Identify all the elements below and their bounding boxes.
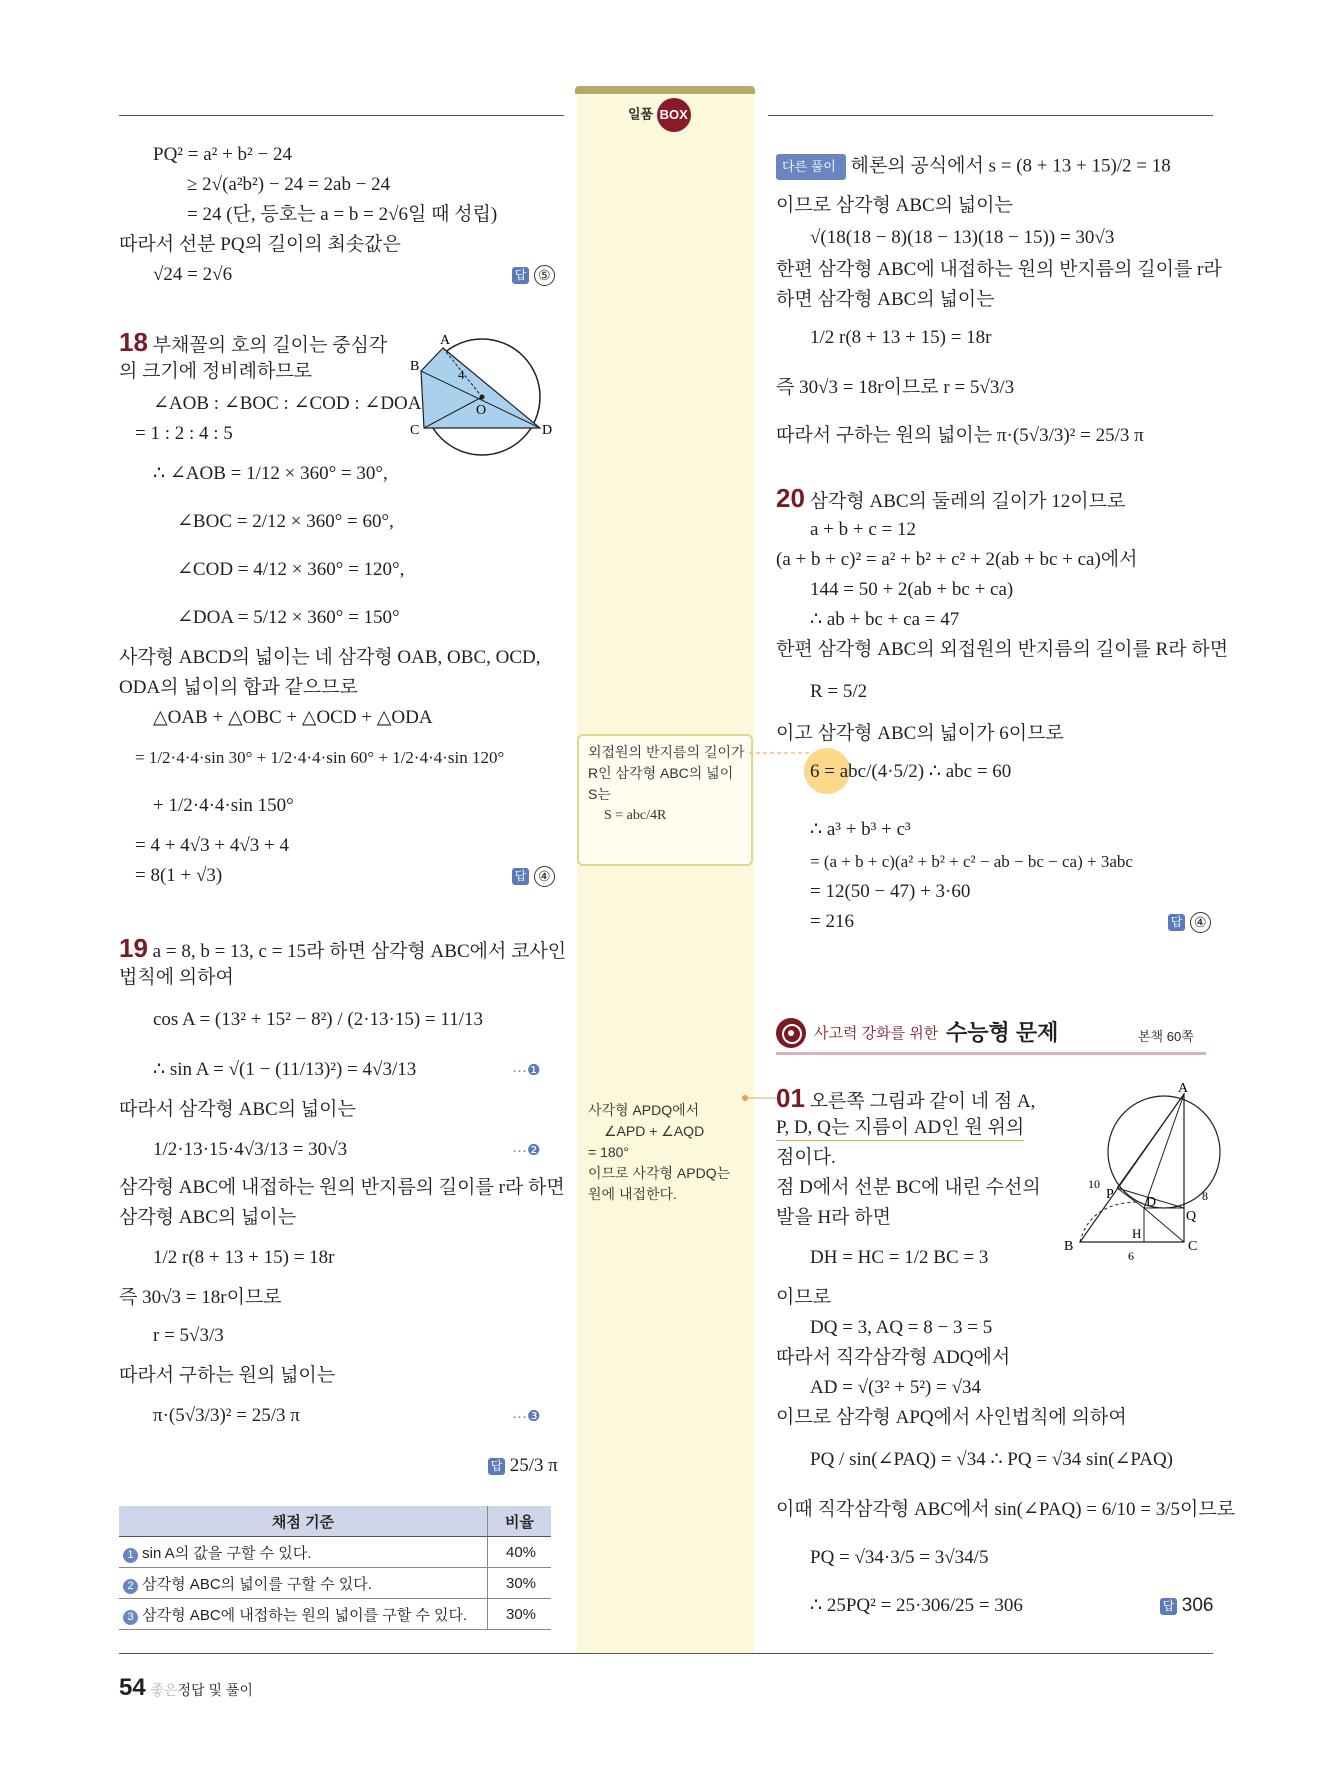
answer-icon: 답 bbox=[1168, 914, 1185, 931]
segment-dp bbox=[1117, 1188, 1144, 1208]
note-connector-2 bbox=[740, 1092, 780, 1104]
label-a: A bbox=[440, 333, 451, 348]
header-tab-label bbox=[628, 98, 691, 132]
table-row bbox=[119, 1568, 551, 1599]
label-length: 4 bbox=[458, 367, 465, 382]
p19-line-11: r = 5√3/3 bbox=[153, 1325, 224, 1346]
scoring-header-rate: 비율 bbox=[488, 1506, 552, 1537]
p18-answer-value: ④ bbox=[534, 866, 555, 887]
p20-line-10: ∴ a³ + b³ + c³ bbox=[810, 819, 911, 840]
label-q: Q bbox=[1186, 1209, 1197, 1224]
p01-line-12: PQ / sin(∠PAQ) = √34 ∴ PQ = √34 sin(∠PAQ) bbox=[810, 1449, 1174, 1470]
note-connector bbox=[749, 748, 809, 758]
p18-line-4: = 1 : 2 : 4 : 5 bbox=[135, 423, 233, 444]
p18-line-11: △OAB + △OBC + △OCD + △ODA bbox=[153, 707, 433, 728]
note2-line: 사각형 APDQ에서 bbox=[588, 1102, 700, 1118]
p01-line-7: 이므로 bbox=[776, 1287, 832, 1308]
p19-answer-value: 25/3 π bbox=[509, 1455, 558, 1476]
p01-line-8: DQ = 3, AQ = 8 − 3 = 5 bbox=[810, 1317, 993, 1338]
p19-line-7: 삼각형 ABC에 내접하는 원의 반지름의 길이를 r라 하면 bbox=[119, 1177, 565, 1198]
p01-line-10: AD = √(3² + 5²) = √34 bbox=[810, 1377, 981, 1398]
p01-line-2: P, D, Q는 지름이 AD인 원 위의 bbox=[776, 1116, 1024, 1141]
p01-answer-value: 306 bbox=[1181, 1595, 1214, 1616]
p01-figure bbox=[1060, 1082, 1220, 1270]
p19-line-12: 따라서 구하는 원의 넓이는 bbox=[119, 1365, 336, 1386]
p17-line-5: √24 = 2√6 bbox=[153, 264, 233, 285]
scoring-rate: 40% bbox=[488, 1537, 552, 1568]
p18-answer bbox=[512, 864, 555, 888]
p19-line-2: 법칙에 의하여 bbox=[119, 967, 234, 988]
p18-line-2: 의 크기에 정비례하므로 bbox=[119, 361, 313, 382]
alt-line-7: 즉 30√3 = 18r이므로 r = 5√3/3 bbox=[776, 377, 1015, 398]
scoring-table bbox=[119, 1506, 551, 1630]
p20-line-11: = (a + b + c)(a² + b² + c² − ab − bc − ca) + 3abc bbox=[810, 852, 1133, 871]
p17-answer bbox=[512, 263, 555, 287]
label-c: C bbox=[1188, 1239, 1198, 1254]
label-d: D bbox=[542, 423, 553, 438]
alt-line-6: 1/2 r(8 + 13 + 15) = 18r bbox=[810, 327, 992, 348]
scoring-criterion: 3 삼각형 ABC에 내접하는 원의 넓이를 구할 수 있다. bbox=[119, 1599, 488, 1630]
note-circumradius bbox=[588, 742, 745, 826]
p20-line-3: (a + b + c)² = a² + b² + c² + 2(ab + bc + ca)에서 bbox=[776, 549, 1138, 570]
p19-line-1: a = 8, b = 13, c = 15라 하면 삼각형 ABC에서 코사인 bbox=[152, 941, 567, 962]
p19-line-10: 즉 30√3 = 18r이므로 bbox=[119, 1287, 282, 1308]
p18-line-12: = 1/2·4·4·sin 30° + 1/2·4·4·sin 60° + 1/2·4·4·sin 120° bbox=[135, 748, 505, 767]
alt-line-1: 헤론의 공식에서 s = (8 + 13 + 15)/2 = 18 bbox=[850, 155, 1171, 177]
p18-line-5: ∴ ∠AOB = 1/12 × 360° = 30°, bbox=[153, 463, 388, 484]
label-o: O bbox=[476, 403, 487, 418]
p18-circle-figure bbox=[410, 330, 553, 460]
scoring-rate: 30% bbox=[488, 1599, 552, 1630]
p20-line-4: 144 = 50 + 2(ab + bc + ca) bbox=[810, 579, 1014, 600]
scoring-header-row bbox=[119, 1506, 551, 1537]
tab-label-text: 일품 bbox=[628, 106, 654, 122]
p20-answer bbox=[1168, 910, 1211, 934]
label-6: 6 bbox=[1128, 1249, 1134, 1263]
alt-line-4: 한편 삼각형 ABC에 내접하는 원의 반지름의 길이를 r라 bbox=[776, 259, 1222, 280]
p18-line-9: 사각형 ABCD의 넓이는 네 삼각형 OAB, OBC, OCD, bbox=[119, 647, 541, 668]
table-row bbox=[119, 1537, 551, 1568]
footer bbox=[119, 1674, 253, 1702]
p20-line-5: ∴ ab + bc + ca = 47 bbox=[810, 609, 960, 630]
alt-line-8: 따라서 구하는 원의 넓이는 π·(5√3/3)² = 25/3 π bbox=[776, 425, 1144, 446]
section-title: 수능형 문제 bbox=[946, 1020, 1059, 1045]
p20-line-12: = 12(50 − 47) + 3·60 bbox=[810, 881, 971, 902]
answer-icon: 답 bbox=[512, 868, 529, 885]
header-tab-bar bbox=[575, 86, 755, 94]
section-page-ref: 본책 60쪽 bbox=[1138, 1029, 1194, 1044]
p01-line-14: PQ = √34·3/5 = 3√34/5 bbox=[810, 1547, 989, 1568]
p19-answer bbox=[488, 1454, 558, 1478]
target-icon bbox=[776, 1018, 806, 1048]
p01-number: 01 bbox=[776, 1083, 805, 1113]
scoring-criterion: 2 삼각형 ABC의 넓이를 구할 수 있다. bbox=[119, 1568, 488, 1599]
p19-line-4: ∴ sin A = √(1 − (11/13)²) = 4√3/13 bbox=[153, 1059, 417, 1080]
p01-line-9: 따라서 직각삼각형 ADQ에서 bbox=[776, 1347, 1011, 1368]
p18-line-10: ODA의 넓이의 합과 같으므로 bbox=[119, 677, 358, 698]
label-8: 8 bbox=[1202, 1189, 1208, 1203]
p20-line-7: R = 5/2 bbox=[810, 681, 868, 702]
section-header bbox=[776, 1012, 1206, 1056]
section-underline bbox=[776, 1052, 1206, 1055]
p20-line-13: = 216 bbox=[810, 911, 854, 932]
answer-icon: 답 bbox=[1160, 1598, 1177, 1615]
segment-ad bbox=[1144, 1094, 1184, 1208]
note2-line: = 180° bbox=[588, 1144, 630, 1160]
p01-line-1: 오른쪽 그림과 같이 네 점 A, bbox=[809, 1091, 1036, 1112]
p17-line-2: ≥ 2√(a²b²) − 24 = 2ab − 24 bbox=[187, 174, 391, 195]
top-rule-right bbox=[768, 115, 1213, 116]
p01-line-11: 이므로 삼각형 APQ에서 사인법칙에 의하여 bbox=[776, 1407, 1127, 1428]
p18-line-14: = 4 + 4√3 + 4√3 + 4 bbox=[135, 835, 289, 856]
p19-mark-3: ···❸ bbox=[512, 1408, 541, 1425]
p19-line-8: 삼각형 ABC의 넓이는 bbox=[119, 1207, 297, 1228]
section-prefix: 사고력 강화를 위한 bbox=[814, 1025, 939, 1042]
scoring-rate: 30% bbox=[488, 1568, 552, 1599]
book-title: 정답 및 풀이 bbox=[177, 1682, 253, 1698]
note1-line: 외접원의 반지름의 길이가 bbox=[588, 744, 745, 760]
p19-number: 19 bbox=[119, 933, 148, 963]
p01-line-15: ∴ 25PQ² = 25·306/25 = 306 bbox=[810, 1595, 1023, 1616]
note1-line: S는 bbox=[588, 786, 611, 802]
p01-answer bbox=[1160, 1594, 1213, 1618]
p20-answer-value: ④ bbox=[1190, 912, 1211, 933]
scoring-criterion: 1 sin A의 값을 구할 수 있다. bbox=[119, 1537, 488, 1568]
answer-icon: 답 bbox=[488, 1458, 505, 1475]
label-h: H bbox=[1132, 1226, 1142, 1241]
p18-line-13: + 1/2·4·4·sin 150° bbox=[153, 795, 294, 816]
label-c: C bbox=[410, 423, 420, 438]
box-badge: BOX bbox=[657, 98, 691, 132]
p17-line-4: 따라서 선분 PQ의 길이의 최솟값은 bbox=[119, 234, 401, 255]
segment-dc bbox=[1144, 1208, 1184, 1242]
p01-line-13: 이때 직각삼각형 ABC에서 sin(∠PAQ) = 6/10 = 3/5이므로 bbox=[776, 1499, 1236, 1520]
p18-line-15: = 8(1 + √3) bbox=[135, 865, 223, 886]
p20-line-2: a + b + c = 12 bbox=[810, 519, 917, 540]
p01-line-3: 점이다. bbox=[776, 1147, 836, 1168]
center-note-column bbox=[577, 86, 754, 1653]
note-cyclic-quadrilateral bbox=[588, 1100, 730, 1205]
p19-line-3: cos A = (13² + 15² − 8²) / (2·13·15) = 11/13 bbox=[153, 1009, 483, 1030]
bottom-rule bbox=[119, 1653, 1213, 1654]
p01-line-4: 점 D에서 선분 BC에 내린 수선의 bbox=[776, 1177, 1041, 1198]
book-title-prefix: 좋은 bbox=[150, 1682, 178, 1698]
label-b: B bbox=[410, 359, 420, 374]
p18-number: 18 bbox=[119, 327, 148, 357]
p18-line-7: ∠COD = 4/12 × 360° = 120°, bbox=[177, 559, 405, 580]
center-point bbox=[480, 395, 485, 400]
p20-line-6: 한편 삼각형 ABC의 외접원의 반지름의 길이를 R라 하면 bbox=[776, 639, 1229, 660]
p19-line-13: π·(5√3/3)² = 25/3 π bbox=[153, 1405, 300, 1426]
answer-icon: 답 bbox=[512, 267, 529, 284]
note1-line: R인 삼각형 ABC의 넓이 bbox=[588, 765, 734, 781]
p19-line-6: 1/2·13·15·4√3/13 = 30√3 bbox=[153, 1139, 348, 1160]
p20-line-8: 이고 삼각형 ABC의 넓이가 6이므로 bbox=[776, 723, 1064, 744]
note2-line: ∠APD + ∠AQD bbox=[604, 1123, 705, 1139]
note2-line: 원에 내접한다. bbox=[588, 1186, 677, 1202]
label-a: A bbox=[1178, 1081, 1189, 1096]
p20-number: 20 bbox=[776, 483, 805, 513]
label-d: D bbox=[1146, 1195, 1157, 1210]
scoring-header-criteria: 채점 기준 bbox=[119, 1506, 488, 1537]
p17-line-1: PQ² = a² + b² − 24 bbox=[153, 144, 292, 165]
label-b: B bbox=[1064, 1239, 1074, 1254]
p18-line-1: 부채꼴의 호의 길이는 중심각 bbox=[152, 335, 388, 356]
page-number: 54 bbox=[119, 1674, 146, 1701]
p18-line-3: ∠AOB : ∠BOC : ∠COD : ∠DOA bbox=[153, 393, 422, 414]
p19-line-5: 따라서 삼각형 ABC의 넓이는 bbox=[119, 1099, 356, 1120]
note1-line: S = abc/4R bbox=[604, 808, 667, 823]
alt-line-5: 하면 삼각형 ABC의 넓이는 bbox=[776, 289, 995, 310]
top-rule-left bbox=[119, 115, 564, 116]
p20-line-9: 6 = abc/(4·5/2) ∴ abc = 60 bbox=[810, 761, 1012, 782]
p17-answer-value: ⑤ bbox=[534, 265, 555, 286]
p01-line-5: 발을 H라 하면 bbox=[776, 1207, 891, 1228]
arc-dashed bbox=[1080, 1202, 1140, 1242]
p19-mark-1: ···❶ bbox=[512, 1062, 541, 1079]
alt-solution-badge: 다른 풀이 bbox=[776, 154, 846, 180]
table-row bbox=[119, 1599, 551, 1630]
segment-ap bbox=[1117, 1094, 1184, 1188]
note2-line: 이므로 사각형 APDQ는 bbox=[588, 1165, 731, 1181]
alt-line-2: 이므로 삼각형 ABC의 넓이는 bbox=[776, 195, 1013, 216]
label-10: 10 bbox=[1088, 1177, 1100, 1191]
p18-line-6: ∠BOC = 2/12 × 360° = 60°, bbox=[177, 511, 394, 532]
p19-mark-2: ···❷ bbox=[512, 1142, 541, 1159]
alt-line-3: √(18(18 − 8)(18 − 13)(18 − 15)) = 30√3 bbox=[810, 227, 1115, 248]
p20-line-1: 삼각형 ABC의 둘레의 길이가 12이므로 bbox=[809, 491, 1126, 512]
p01-line-6: DH = HC = 1/2 BC = 3 bbox=[810, 1247, 989, 1268]
p17-line-3: = 24 (단, 등호는 a = b = 2√6일 때 성립) bbox=[187, 204, 498, 225]
p18-line-8: ∠DOA = 5/12 × 360° = 150° bbox=[177, 607, 400, 628]
p19-line-9: 1/2 r(8 + 13 + 15) = 18r bbox=[153, 1247, 335, 1268]
label-p: P bbox=[1106, 1187, 1114, 1202]
